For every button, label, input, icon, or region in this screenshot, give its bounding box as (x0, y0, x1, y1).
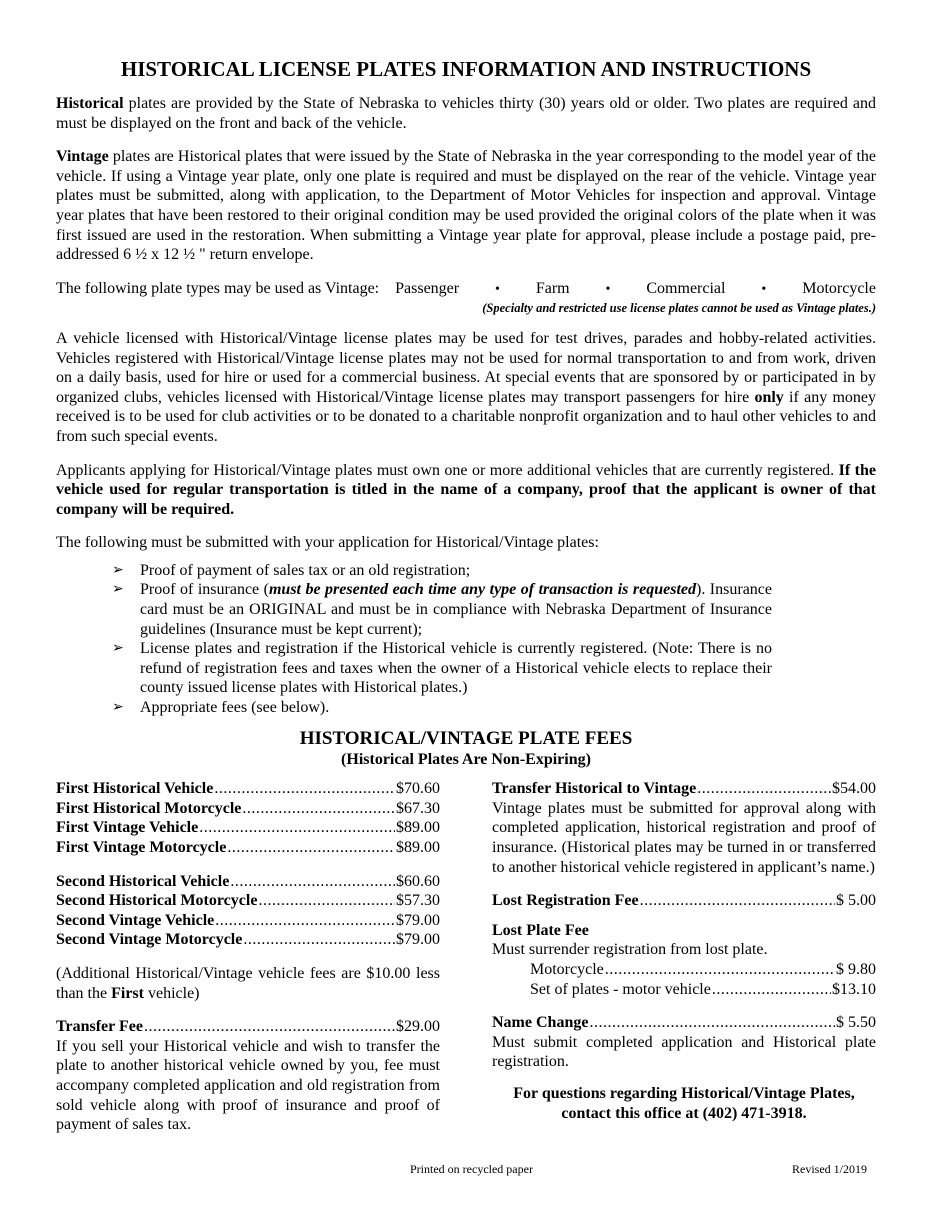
requirement-text: Proof of payment of sales tax or an old registration; (140, 561, 471, 579)
fee-label: First Historical Vehicle (56, 780, 214, 798)
requirement-text: Appropriate fees (see below). (140, 699, 330, 717)
requirements-intro: The following must be submitted with your application for Historical/Vintage plates: (56, 534, 599, 552)
historical-paragraph (56, 94, 876, 133)
bullet-icon: • (605, 281, 611, 297)
fees-columns (56, 779, 876, 1135)
arrow-bullet-icon: ➢ (112, 582, 124, 598)
usage-text-cont: if any money received is to be used for club activities or to be donated to a charitable nonprofit organization and to haul other vehicles to and from such special events. (56, 388, 876, 445)
fee-label: Lost Registration Fee (492, 892, 639, 910)
fee-amount: $29.00 (396, 1018, 440, 1036)
fee-amount: $57.30 (396, 892, 440, 910)
fee-label: Transfer Fee (56, 1018, 143, 1036)
fee-row (56, 891, 440, 911)
fee-row (492, 1013, 876, 1033)
vintage-paragraph (56, 147, 876, 265)
fee-label: First Vintage Vehicle (56, 819, 199, 837)
fees-heading: HISTORICAL/VINTAGE PLATE FEES (299, 727, 633, 749)
fee-amount: $60.60 (396, 872, 440, 890)
questions-contact (492, 1084, 876, 1123)
fee-amount: $ 9.80 (836, 960, 876, 978)
fee-label: Second Vintage Vehicle (56, 911, 215, 929)
additional-fee-note (56, 964, 440, 1003)
requirements-list (56, 561, 772, 718)
fee-label: First Vintage Motorcycle (56, 839, 227, 856)
fee-label: Set of plates - motor vehicle (530, 980, 711, 998)
fee-amount: $70.60 (396, 780, 440, 798)
additional-first: First (111, 984, 144, 1002)
fee-amount: $ 5.00 (836, 892, 876, 910)
page-title: HISTORICAL LICENSE PLATES INFORMATION AND INSTRUCTIONS (120, 57, 812, 81)
list-item (112, 698, 772, 718)
fee-amount: $ 5.50 (836, 1014, 876, 1032)
vintage-type-farm: Farm (535, 279, 570, 297)
questions-line: For questions regarding Historical/Vintage Plates, (513, 1084, 855, 1102)
fee-row (492, 779, 876, 799)
usage-paragraph (56, 329, 876, 447)
fee-row (56, 911, 440, 931)
transfer-fee-description: If you sell your Historical vehicle and wish to transfer the plate to another historical vehicle owned by you, fee must accompany completed application and old registration from sold vehicle along with proof of insurance and proof of payment of sales tax. (56, 1037, 440, 1134)
fees-right-column (492, 779, 876, 1135)
recycled-note: Printed on recycled paper (410, 1162, 533, 1176)
fee-row (56, 838, 440, 858)
specialty-note: (Specialty and restricted use license plates cannot be used as Vintage plates.) (482, 301, 876, 316)
requirement-text-cont: ). Insurance card must be an ORIGINAL and must be in compliance with Nebraska Department of Insurance guidelines (Insurance must be kept current); (140, 581, 772, 638)
usage-only: only (754, 388, 784, 406)
bullet-icon: • (495, 281, 500, 297)
vintage-type-commercial: Commercial (646, 279, 726, 297)
document-page (56, 56, 876, 1135)
vintage-types-row (56, 279, 876, 300)
fee-amount: $13.10 (832, 980, 876, 998)
vintage-term: Vintage (56, 148, 109, 166)
fee-label: Name Change (492, 1014, 589, 1032)
applicants-text: Applicants applying for Historical/Vintage plates must own one or more additional vehicles that are currently registered. (56, 461, 839, 479)
fee-label: Motorcycle (530, 960, 604, 978)
fee-label: Second Historical Vehicle (56, 872, 230, 890)
vintage-types-lead: The following plate types may be used as Vintage: (56, 279, 380, 297)
vintage-type-passenger: Passenger (395, 279, 460, 297)
fee-amount: $89.00 (396, 819, 440, 837)
fee-amount: $89.00 (396, 839, 440, 856)
lost-plate-heading (492, 921, 876, 941)
fee-label: Second Historical Motorcycle (56, 892, 258, 910)
fees-subheading: (Historical Plates Are Non-Expiring) (341, 750, 591, 768)
fee-amount: $79.00 (396, 911, 440, 929)
vintage-type-motorcycle: Motorcycle (802, 279, 876, 297)
contact-phone-line: contact this office at (402) 471-3918. (561, 1104, 807, 1122)
transfer-vintage-description: Vintage plates must be submitted for approval along with completed application, historical registration and proof of insurance. (Historical plates may be turned in or transferred to another historical vehicle registered in applicant’s name.) (492, 799, 876, 876)
usage-text: A vehicle licensed with Historical/Vintage license plates may be used for test drives, parades and hobby-related activities. Vehicles registered with Historical/Vintage license plates may not be used for normal transportation to and from work, driven on a daily basis, used for hire or used for a commercial business. At special events that are sponsored by or participated in by organized clubs, vehicles licensed with Historical/Vintage license plates may transport passengers for hire (56, 329, 876, 406)
revision-date: Revised 1/2019 (792, 1162, 867, 1176)
fee-row (56, 1017, 440, 1037)
additional-text: (Additional Historical/Vintage vehicle fees are $10.00 less than the (56, 964, 440, 1002)
arrow-bullet-icon: ➢ (112, 700, 124, 716)
fee-label: Lost Plate Fee (492, 921, 589, 939)
name-change-description: Must submit completed application and Historical plate registration. (492, 1033, 876, 1071)
requirement-text: License plates and registration if the Historical vehicle is currently registered. (Note: There is no refund of registration fees and taxes when the owner of a Historical vehicle elects to replace their county issued license plates with Historical plates.) (140, 640, 772, 697)
fee-row (56, 818, 440, 838)
historical-text: plates are provided by the State of Nebraska to vehicles thirty (30) years old or older. Two plates are required and must be displayed on the front and back of the vehicle. (56, 95, 876, 132)
list-item (112, 561, 772, 581)
fee-label: First Historical Motorcycle (56, 799, 242, 817)
fee-row (56, 872, 440, 892)
vintage-text: plates are Historical plates that were issued by the State of Nebraska in the year corresponding to the model year of the vehicle. If using a Vintage year plate, only one plate is required and must be displayed on the rear of the vehicle. Vintage year plates must be submitted, along with application, to the Department of Motor Vehicles for inspection and approval. Vintage year plates that have been restored to their original condition may be used provided the original colors of the plate when it was first issued are used in the restoration. When submitting a Vintage year plate for approval, please include a postage paid, pre-addressed 6 ½ x 12 ½ " return envelope. (56, 148, 876, 264)
list-item (112, 639, 772, 698)
fee-row (56, 779, 440, 799)
fee-label: Transfer Historical to Vintage (492, 780, 697, 798)
additional-text-cont: vehicle) (143, 984, 200, 1002)
historical-term: Historical (56, 95, 124, 112)
fee-row (56, 799, 440, 819)
applicants-paragraph (56, 461, 876, 520)
fee-label: Second Vintage Motorcycle (56, 931, 243, 949)
requirement-emphasis: must be presented each time any type of transaction is requested (268, 581, 696, 599)
list-item (112, 580, 772, 639)
fee-amount: $67.30 (396, 799, 440, 817)
arrow-bullet-icon: ➢ (112, 562, 124, 578)
fee-amount: $54.00 (832, 780, 876, 798)
fee-row (492, 980, 876, 1000)
fee-row (492, 891, 876, 911)
applicants-bold: If the vehicle used for regular transportation is titled in the name of a company, proof that the applicant is owner of that company will be required. (56, 461, 877, 518)
fees-left-column (56, 779, 440, 1135)
fee-amount: $79.00 (396, 931, 440, 949)
fee-row (56, 930, 440, 950)
arrow-bullet-icon: ➢ (112, 641, 124, 657)
requirement-text: Proof of insurance ( (140, 581, 269, 599)
lost-plate-note: Must surrender registration from lost plate. (492, 941, 768, 959)
bullet-icon: • (761, 281, 767, 297)
fee-row (492, 960, 876, 980)
